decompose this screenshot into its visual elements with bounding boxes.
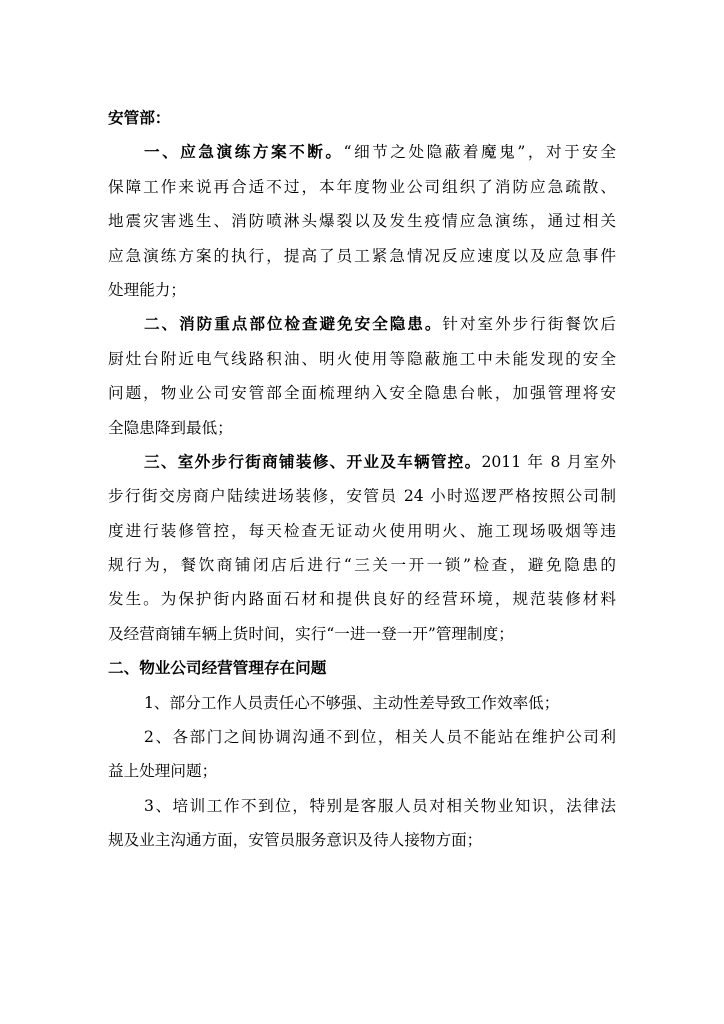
paragraph-3-lead: 三、室外步行街商铺装修、开业及车辆管控。 (144, 451, 482, 471)
paragraph-1-text: “细节之处隐蔽着魔鬼”，对于安全 (343, 143, 616, 162)
paragraph-1-line-5: 处理能力； (108, 280, 186, 299)
paragraph-2-lead: 二、消防重点部位检查避免安全隐患。 (144, 314, 443, 334)
list-item-3-line-2: 规及业主沟通方面，安管员服务意识及待人接物方面； (108, 831, 483, 850)
list-item-2-line-2: 益上处理问题； (108, 762, 218, 781)
paragraph-2-line-4: 全隐患降到最低； (108, 418, 233, 437)
paragraph-3-line-2: 步行街交房商户陆续进场装修，安管员 24 小时巡逻严格按照公司制 (108, 487, 616, 506)
paragraph-2-line-1 (108, 307, 616, 341)
paragraph-3-line-3: 度进行装修管控，每天检查无证动火使用明火、施工现场吸烟等违 (108, 521, 616, 540)
paragraph-1-lead: 一、应急演练方案不断。 (144, 142, 344, 162)
paragraph-2-text: 针对室外步行街餐饮后 (442, 315, 616, 334)
paragraph-3-line-4: 规行为，餐饮商铺闭店后进行“三关一开一锁”检查，避免隐患的 (108, 556, 616, 575)
paragraph-2-line-2: 厨灶台附近电气线路积油、明火使用等隐蔽施工中未能发现的安全 (108, 349, 616, 368)
paragraph-3-line-1 (108, 445, 616, 479)
paragraph-1-line-4: 应急演练方案的执行，提高了员工紧急情况反应速度以及应急事件 (108, 246, 616, 265)
department-heading: 安管部： (108, 108, 171, 127)
list-item-2-line-1: 2、各部门之间协调沟通不到位，相关人员不能站在维护公司利 (144, 728, 616, 747)
paragraph-3-line-5: 发生。为保护街内路面石材和提供良好的经营环境，规范装修材料 (108, 590, 616, 609)
document-body (108, 101, 616, 858)
list-item-1: 1、部分工作人员责任心不够强、主动性差导致工作效率低； (144, 693, 560, 712)
paragraph-1-line-3: 地震灾害逃生、消防喷淋头爆裂以及发生疫情应急演练，通过相关 (108, 212, 616, 231)
list-item-3-line-1: 3、培训工作不到位，特别是客服人员对相关物业知识，法律法 (144, 796, 616, 815)
paragraph-2-line-3: 问题，物业公司安管部全面梳理纳入安全隐患台帐，加强管理将安 (108, 384, 616, 403)
paragraph-1-line-2: 保障工作来说再合适不过，本年度物业公司组织了消防应急疏散、 (108, 177, 616, 196)
paragraph-1-line-1 (108, 135, 616, 169)
section-2-heading: 二、物业公司经营管理存在问题 (108, 658, 327, 678)
paragraph-3-text: 2011 年 8 月室外 (481, 452, 616, 471)
paragraph-3-line-6: 及经营商铺车辆上货时间，实行“一进一登一开”管理制度； (108, 624, 514, 643)
